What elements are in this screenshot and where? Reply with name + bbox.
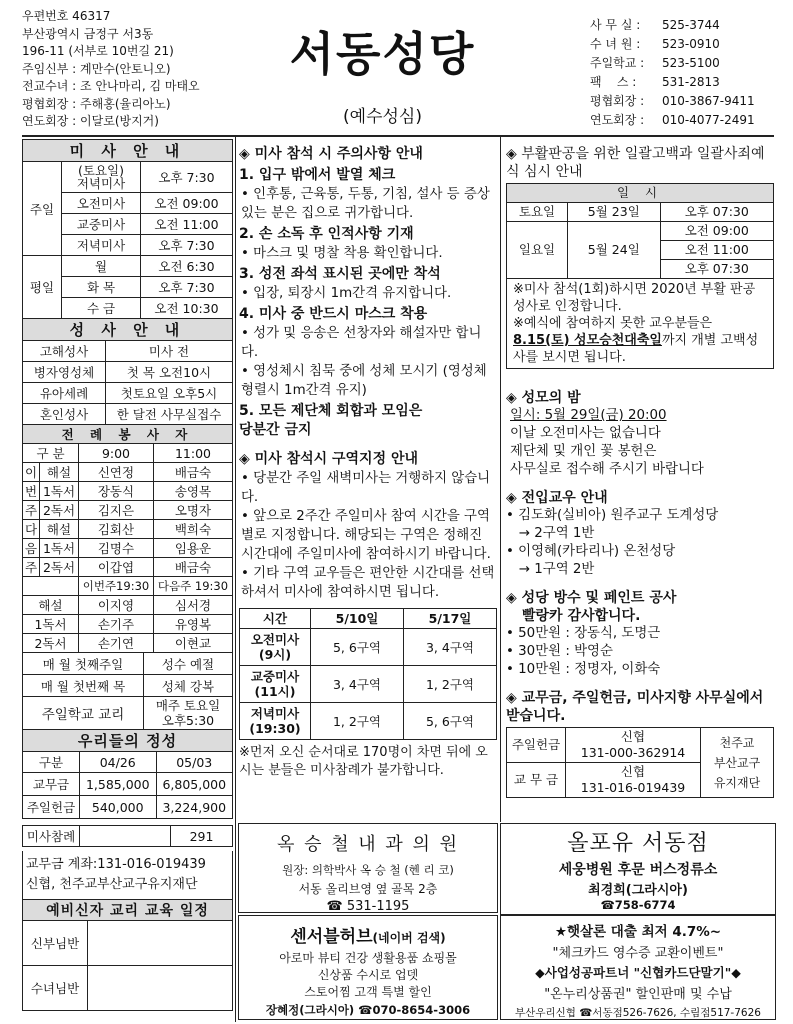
server: 유영복 [153, 615, 232, 634]
offering-heading: 우리들의 정성 [23, 730, 233, 752]
zone-time: 오전미사 (9시) [240, 629, 311, 666]
mary-body: 이날 오전미사는 없습니다 제단체 및 개인 꽃 봉헌은 사무실로 접수해 주시기 바랍니다 [510, 426, 704, 477]
confession-time: 오후 07:30 [660, 260, 773, 279]
role: 2독서 [23, 634, 79, 653]
zone-col: 5/10일 [311, 609, 404, 629]
notice-body: • 기타 구역 교우들은 편안한 시간대를 선택하셔서 미사에 참여하시면 됩니다. [241, 566, 495, 600]
contact-row [590, 35, 790, 54]
contact-label: 팩 스 : [590, 75, 637, 89]
zone-col: 시간 [240, 609, 311, 629]
clinic-name: 옥 승 철 내 과 의 원 [276, 834, 460, 855]
sacrament-info: 첫토요일 오후5시 [106, 383, 233, 404]
catechumen-class: 수녀님반 [23, 966, 88, 1011]
clinic-line: 원장: 의학박사 옥 승 철 (헨 리 코) [282, 863, 454, 877]
shop-line: 스토어찜 고객 특별 할인 [304, 985, 432, 999]
cu-line: ★햇살론 대출 최저 4.7%~ [554, 924, 722, 940]
notice-title: ◈ 전입교우 안내 [506, 490, 608, 506]
mass-name: 화 목 [62, 277, 141, 298]
liturgy-col: 11:00 [153, 444, 232, 463]
shop-ad [238, 915, 498, 1020]
week-label: 번 [23, 482, 40, 501]
monthly-name: 주일학교 교리 [23, 697, 144, 730]
bank-label: 교 무 금 [507, 763, 566, 798]
zone-value: 5, 6구역 [311, 629, 404, 666]
role: 해설 [23, 596, 79, 615]
server: 이갑엽 [79, 558, 154, 577]
mass-time: 오전 11:00 [141, 214, 233, 235]
server: 송영목 [153, 482, 232, 501]
right-column [506, 139, 774, 798]
role: 1독서 [40, 482, 79, 501]
confession-date: 5월 24일 [568, 222, 661, 279]
notice-title: ◈ 성당 방수 및 페인트 공사 [506, 590, 677, 606]
role: 해설 [40, 520, 79, 539]
credit-union-ad [500, 915, 776, 1020]
mass-name: 오전미사 [62, 193, 141, 214]
offering-table [22, 729, 233, 819]
confession-day: 일요일 [507, 222, 568, 279]
offering-value: 540,000 [80, 796, 157, 819]
notice-heading: 5. 모든 제단체 회합과 모임은 당분간 금지 [239, 403, 423, 438]
role: 2독서 [40, 558, 79, 577]
mass-time: 오전 10:30 [141, 298, 233, 319]
zone-table [239, 608, 497, 740]
zone-value: 1, 2구역 [404, 666, 497, 703]
paint-item: • 30만원 : 박영순 [506, 644, 613, 659]
mass-time: 오전 09:00 [141, 193, 233, 214]
header-line: 전교수녀 : 조 안나마리, 김 마태오 [22, 79, 200, 93]
mass-time: 오전 6:30 [141, 256, 233, 277]
cu-line: "온누리상품권" 할인판매 및 수납 [544, 987, 732, 1002]
bank-account: 신협 131-000-362914 [566, 728, 701, 763]
mass-name: 교중미사 [62, 214, 141, 235]
sacrament-info: 한 달전 사무실접수 [106, 404, 233, 425]
liturgy-table [22, 424, 233, 653]
confession-note: ※미사 참석(1회)하시면 2020년 부활 판공성사로 인정합니다. [513, 282, 756, 314]
notice-heading: 4. 미사 중 반드시 마스크 착용 [239, 306, 428, 322]
notice-heading: 1. 입구 밖에서 발열 체크 [239, 167, 396, 183]
liturgy-heading: 전 례 봉 사 자 [23, 425, 233, 444]
bank-table [506, 727, 774, 798]
transfer-item: • 김도화(실비아) 원주교구 도계성당 [506, 508, 719, 523]
server: 오명자 [153, 501, 232, 520]
monthly-info: 매주 토요일 오후5:30 [144, 697, 233, 730]
confession-date: 5월 23일 [568, 203, 661, 222]
cu-line: "체크카드 영수증 교환이벤트" [552, 946, 724, 961]
server: 장동식 [79, 482, 154, 501]
header-contacts [590, 16, 790, 130]
notice-body: • 앞으로 2주간 주일미사 참여 시간을 구역별로 지정합니다. 해당되는 구역은 정해진 시간대에 주일미사에 참여하시기 바랍니다. [241, 509, 491, 562]
role: 1독서 [23, 615, 79, 634]
confession-time: 오전 09:00 [660, 222, 773, 241]
header-left [22, 8, 237, 131]
note-date: 8.15(토) 성모승천대축일 [513, 333, 662, 348]
contact-value: 523-5100 [662, 56, 720, 70]
catechumen-heading: 예비신자 교리 교육 일정 [23, 900, 233, 921]
monthly-info: 성체 강복 [144, 675, 233, 697]
server: 이현교 [153, 634, 232, 653]
zone-time: 교중미사 (11시) [240, 666, 311, 703]
olpo-phone: ☎758-6774 [600, 898, 676, 912]
transfer-item: → 2구역 1반 [506, 526, 595, 541]
header-line: 연도회장 : 이달로(방지거) [22, 114, 159, 128]
confession-head: 일 시 [507, 184, 773, 203]
shop-line: 아로마 뷰티 건강 생활용품 쇼핑몰 [279, 951, 457, 965]
paint-list [506, 625, 774, 679]
contact-row [590, 73, 790, 92]
server: 임용운 [153, 539, 232, 558]
olpo-name: 올포유 서동점 [567, 831, 709, 856]
offering-name: 교무금 [23, 773, 80, 796]
notice-body: • 인후통, 근육통, 두통, 기침, 설사 등 증상 있는 분은 집으로 귀가합니다. [241, 187, 490, 221]
middle-column [239, 139, 497, 780]
liturgy-col: 다음주 19:30 [153, 577, 232, 596]
notice-title: ◈ 미사 참석시 구역지정 안내 [239, 451, 419, 467]
account-box [22, 851, 233, 900]
week-label: 음 [23, 539, 40, 558]
notice-body: • 성가 및 응송은 선창자와 해설자만 합니다. • 영성체시 침묵 중에 성체 모시기 (영성체 형렬시 1m간격 유지) [241, 326, 487, 398]
olpo-ad [500, 823, 776, 915]
shop-contact: 장혜정(그라시아) ☎070-8654-3006 [265, 1003, 471, 1017]
contact-value: 531-2813 [662, 75, 720, 89]
contact-value: 010-4077-2491 [662, 113, 755, 127]
bank-owner: 천주교 부산교구 유지재단 [701, 728, 774, 798]
account-line: 교무금 계좌:131-016-019439 [26, 857, 206, 872]
mary-date: 일시: 5월 29일(금) 20:00 [510, 408, 667, 423]
offering-value: 1,585,000 [80, 773, 157, 796]
contact-row [590, 54, 790, 73]
contact-row [590, 111, 790, 130]
zone-col: 5/17일 [404, 609, 497, 629]
note-text: 까지 개별 고백성사를 보시면 됩니다. [513, 333, 759, 365]
olpo-owner: 최경희(그라시아) [588, 883, 688, 898]
mass-name: (토요일) 저녁미사 [62, 162, 141, 193]
server: 이지영 [79, 596, 154, 615]
week-label: 주 [23, 558, 40, 577]
server: 심서경 [153, 596, 232, 615]
contact-value: 523-0910 [662, 37, 720, 51]
clinic-ad [238, 823, 498, 913]
account-line: 신협, 천주교부산교구유지재단 [26, 877, 198, 892]
olpo-location: 세웅병원 후문 버스정류소 [558, 862, 718, 878]
sacrament-name: 유아세례 [23, 383, 106, 404]
col-divider [500, 137, 501, 822]
sacrament-table [22, 318, 233, 425]
sacrament-info: 첫 목 오전10시 [106, 362, 233, 383]
shop-name: 센서블허브 [290, 927, 373, 947]
page-subtitle: (예수성심) [343, 107, 422, 127]
cu-line: ◆사업성공파트너 "신협카드단말기"◆ [535, 965, 741, 980]
mass-heading: 미 사 안 내 [23, 140, 233, 162]
clinic-phone: ☎ 531-1195 [326, 899, 410, 914]
zone-value: 3, 4구역 [311, 666, 404, 703]
catechumen-class: 신부님반 [23, 921, 88, 966]
contact-label: 평협회장 : [590, 94, 645, 108]
contact-row [590, 16, 790, 35]
offering-value: 3,224,900 [156, 796, 233, 819]
header-line: 주임신부 : 계만수(안토니오) [22, 61, 171, 76]
notice-title: ◈ 성모의 밤 [506, 390, 581, 406]
cu-line: 부산우리신협 ☎서동점526-7626, 수림점517-7626 [515, 1007, 761, 1019]
transfer-list [506, 507, 774, 579]
header-line: 부산광역시 금정구 서3동 [22, 26, 154, 41]
mass-name: 저녁미사 [62, 235, 141, 256]
header-line: 평협회장 : 주해홍(율리아노) [22, 96, 171, 111]
zone-time: 저녁미사 (19:30) [240, 703, 311, 740]
contact-label: 사 무 실 : [590, 18, 641, 32]
bank-label: 주일헌금 [507, 728, 566, 763]
monthly-name: 매 월 첫번째 목 [23, 675, 144, 697]
attendance-value: 291 [171, 826, 233, 847]
offering-col: 05/03 [156, 752, 233, 773]
mass-name: 월 [62, 256, 141, 277]
liturgy-col: 이번주19:30 [79, 577, 154, 596]
contact-value: 010-3867-9411 [662, 94, 755, 108]
offering-value: 6,805,000 [156, 773, 233, 796]
confession-day: 토요일 [507, 203, 568, 222]
header-line: 우편번호 46317 [22, 9, 111, 23]
notice-list [239, 166, 497, 440]
catechumen-table [22, 899, 233, 1011]
offering-name: 주일헌금 [23, 796, 80, 819]
server: 백희숙 [153, 520, 232, 539]
header-divider [22, 135, 774, 137]
notice-body: • 입장, 퇴장시 1m간격 유지합니다. [241, 286, 452, 301]
notice-list [239, 469, 497, 602]
offering-col: 구분 [23, 752, 80, 773]
notice-body: • 당분간 주일 새벽미사는 거행하지 않습니다. [241, 471, 491, 505]
server: 손기연 [79, 634, 154, 653]
attendance-table [22, 825, 233, 847]
clinic-line: 서동 올리브영 옆 골목 2층 [298, 882, 438, 896]
header-line: 196-11 (서부로 10번길 21) [22, 44, 174, 58]
notice-title: ◈ 부활판공을 위한 일괄고백과 일괄사죄예식 심시 안내 [506, 146, 765, 180]
server: 배금숙 [153, 558, 232, 577]
transfer-item: → 1구역 2반 [506, 562, 595, 577]
paint-subtitle: 빨랑카 감사합니다. [522, 608, 641, 624]
zone-value: 3, 4구역 [404, 629, 497, 666]
contact-row [590, 92, 790, 111]
monthly-name: 매 월 첫째주일 [23, 653, 144, 675]
confession-note [513, 315, 767, 366]
notice-title: ◈ 교무금, 주일헌금, 미사지향 사무실에서 받습니다. [506, 690, 764, 724]
confession-box [506, 183, 774, 369]
server: 김지은 [79, 501, 154, 520]
notice-heading: 2. 손 소독 후 인적사항 기재 [239, 226, 414, 242]
bank-account: 신협 131-016-019439 [566, 763, 701, 798]
contact-label: 연도회장 : [590, 113, 645, 127]
week-label: 주 [23, 501, 40, 520]
server: 신연정 [79, 463, 154, 482]
liturgy-col: 구 분 [23, 444, 79, 463]
sunday-label: 주일 [23, 162, 62, 256]
sacrament-name: 병자영성체 [23, 362, 106, 383]
server: 배금숙 [153, 463, 232, 482]
paint-item: • 10만원 : 정명자, 이화숙 [506, 662, 661, 677]
sacrament-info: 미사 전 [106, 341, 233, 362]
monthly-info: 성수 예절 [144, 653, 233, 675]
mass-time: 오후 7:30 [141, 235, 233, 256]
mass-table [22, 139, 233, 319]
paint-item: • 50만원 : 장동식, 도명근 [506, 626, 661, 641]
transfer-item: • 이영혜(카타리나) 온천성당 [506, 544, 676, 559]
notice-title: ◈ 미사 참석 시 주의사항 안내 [239, 146, 423, 162]
attendance-label: 미사참례 [23, 826, 80, 847]
mass-time: 오후 7:30 [141, 277, 233, 298]
contact-label: 주일학교 : [590, 56, 645, 70]
offering-col: 04/26 [80, 752, 157, 773]
zone-value: 1, 2구역 [311, 703, 404, 740]
liturgy-col: 9:00 [79, 444, 154, 463]
monthly-table [22, 652, 233, 730]
server: 김회산 [79, 520, 154, 539]
sacrament-name: 혼인성사 [23, 404, 106, 425]
note-text: ※예식에 참여하지 못한 교우분들은 [513, 316, 713, 331]
weekday-label: 평일 [23, 256, 62, 319]
shop-line: 신상품 수시로 업뎃 [317, 968, 419, 982]
sacrament-name: 고해성사 [23, 341, 106, 362]
week-label: 다 [23, 520, 40, 539]
sacrament-heading: 성 사 안 내 [23, 319, 233, 341]
notice-body: • 마스크 및 명찰 착용 확인합니다. [241, 246, 443, 261]
role: 1독서 [40, 539, 79, 558]
server: 손기주 [79, 615, 154, 634]
contact-label: 수 녀 원 : [590, 37, 641, 51]
col-divider [235, 137, 236, 1022]
shop-tag: (네이버 검색) [372, 931, 446, 945]
mass-name: 수 금 [62, 298, 141, 319]
server: 김명수 [79, 539, 154, 558]
contact-value: 525-3744 [662, 18, 720, 32]
zone-note: ※먼저 오신 순서대로 170명이 차면 뒤에 오시는 분들은 미사참례가 불가합니다. [239, 745, 488, 778]
week-label: 이 [23, 463, 40, 482]
confession-time: 오전 11:00 [660, 241, 773, 260]
zone-value: 5, 6구역 [404, 703, 497, 740]
role: 2독서 [40, 501, 79, 520]
role: 해설 [40, 463, 79, 482]
confession-time: 오후 07:30 [660, 203, 773, 222]
notice-heading: 3. 성전 좌석 표시된 곳에만 착석 [239, 266, 441, 282]
left-column [22, 139, 233, 1011]
page-title: 서동성당 [289, 27, 476, 81]
mass-time: 오후 7:30 [141, 162, 233, 193]
